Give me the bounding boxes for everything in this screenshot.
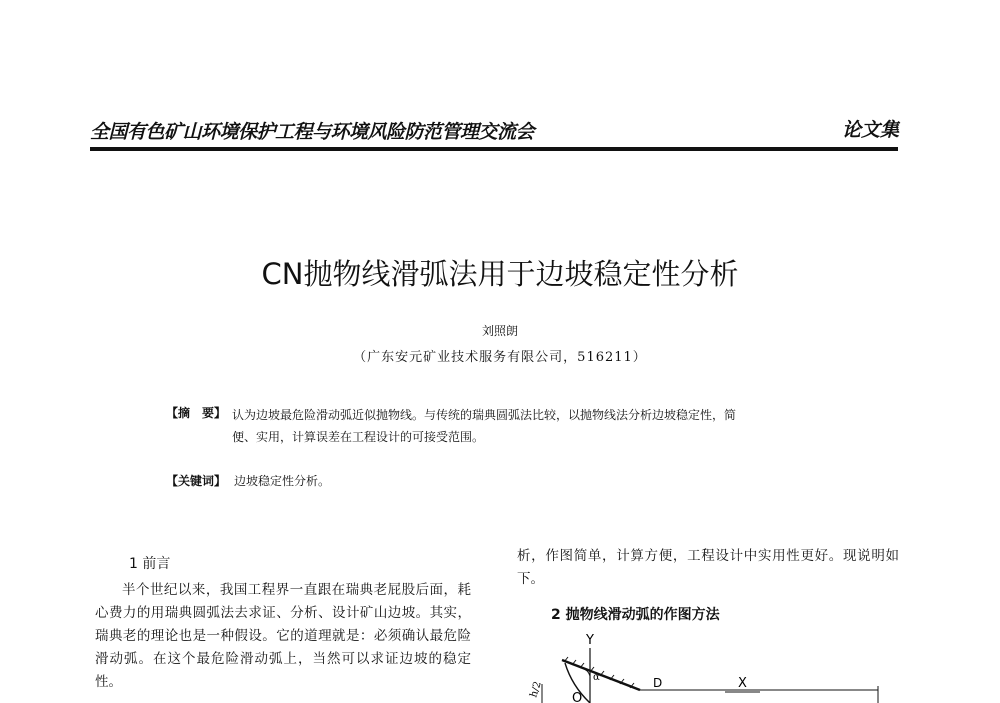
point-d-label: D (653, 676, 663, 690)
conference-header: 全国有色矿山环境保护工程与环境风险防范管理交流会 (90, 121, 535, 143)
origin-label: O (572, 691, 583, 703)
section-1-paragraph: 半个世纪以来，我国工程界一直跟在瑞典老屁股后面，耗心费力的用瑞典圆弧法去求证、分析、设计矿山边坡。其实，瑞典老的理论也是一种假设。它的道理就是：必须确认最危险滑动弧。在这个最危险滑动弧上，当然可以求证边坡的稳定性。 (95, 582, 471, 690)
keywords-text: 边坡稳定性分析。 (234, 474, 331, 488)
header-rule (90, 147, 898, 151)
angle-label: α (593, 672, 600, 683)
side-dimension-label: h/2 (528, 680, 544, 699)
abstract-label: 【摘 要】 (166, 406, 227, 420)
y-axis-label: Y (586, 633, 594, 648)
right-column-continuation: 析，作图简单，计算方便，工程设计中实用性更好。现说明如下。 (517, 548, 899, 587)
section-2-heading: 2 抛物线滑动弧的作图方法 (551, 607, 720, 623)
abstract-line-2: 便、实用，计算误差在工程设计的可接受范围。 (232, 430, 485, 444)
section-1-heading: 1 前言 (129, 556, 171, 572)
author-name: 刘照朗 (481, 324, 518, 338)
collection-label: 论文集 (842, 119, 900, 141)
abstract-text (232, 404, 812, 448)
parabola-slip-figure (520, 628, 900, 703)
paper-title: CN抛物线滑弧法用于边坡稳定性分析 (261, 257, 739, 291)
author-affiliation: （广东安元矿业技术服务有限公司，516211） (353, 350, 647, 365)
keywords-label: 【关键词】 (166, 474, 227, 488)
x-axis-label: X (738, 676, 747, 691)
abstract-line-1: 认为边坡最危险滑动弧近似抛物线。与传统的瑞典圆弧法比较，以抛物线法分析边坡稳定性，简 (232, 408, 737, 422)
